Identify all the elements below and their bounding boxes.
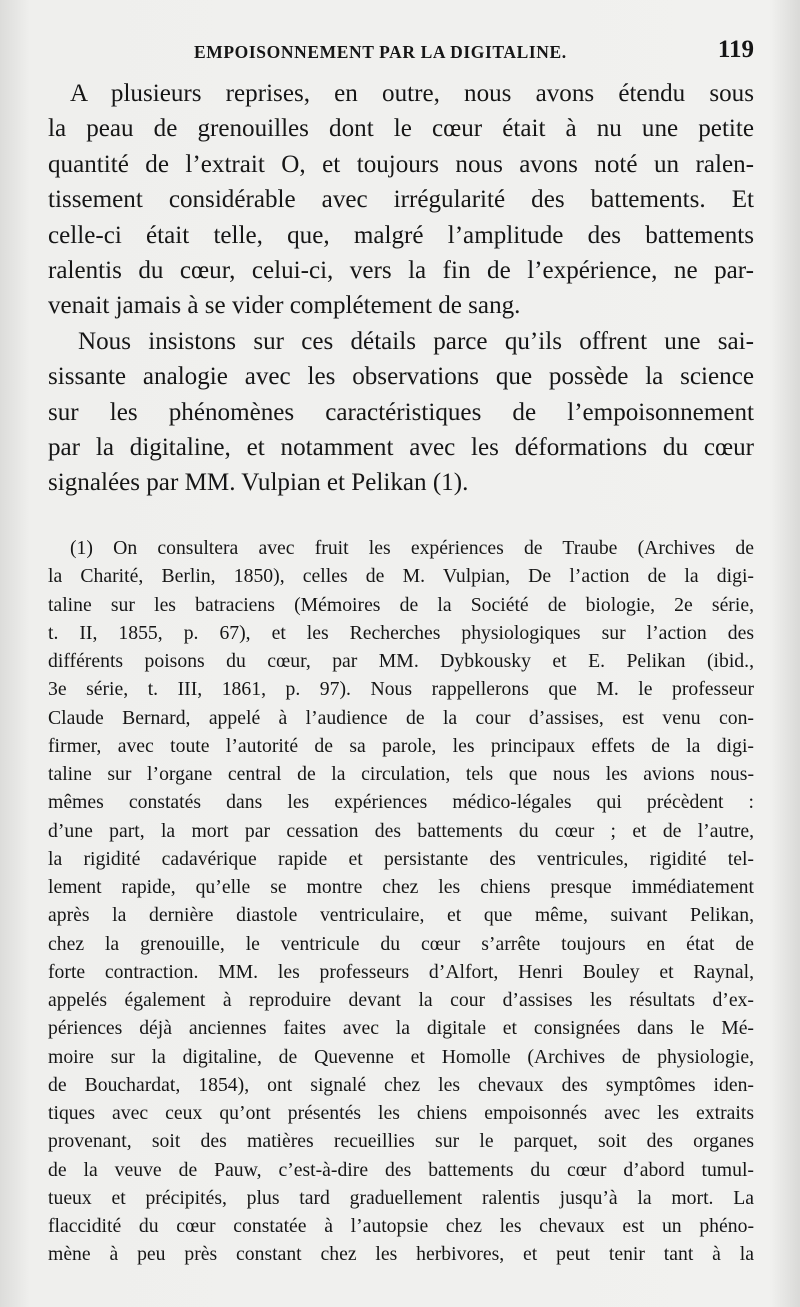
running-title: EMPOISONNEMENT PAR LA DIGITALINE. bbox=[194, 42, 567, 62]
text-line: venait jamais à se vider complétement de sang. bbox=[48, 292, 521, 320]
footnote-line: différents poisons du cœur, par MM. Dybkousky et E. Pelikan (ibid., bbox=[48, 650, 754, 672]
footnote-line: de Bouchardat, 1854), ont signalé chez les chevaux des symptômes iden- bbox=[48, 1073, 754, 1096]
footnote-line: chez la grenouille, le ventricule du cœur s’arrête toujours en état de bbox=[48, 932, 754, 955]
footnote-line: (1) On consultera avec fruit les expériences de Traube (Archives de bbox=[70, 537, 754, 559]
footnote-line: forte contraction. MM. les professeurs d’Alfort, Henri Bouley et Raynal, bbox=[48, 960, 754, 983]
text-line: Nous insistons sur ces détails parce qu’ils offrent une sai- bbox=[78, 327, 754, 355]
text-line: sissante analogie avec les observations que possède la science bbox=[48, 363, 754, 391]
body-text bbox=[48, 76, 754, 501]
footnote-line: mène à peu près constant chez les herbivores, et peut tenir tant à la bbox=[48, 1243, 754, 1266]
footnote-line: Claude Bernard, appelé à l’audience de la cour d’assises, est venu con- bbox=[48, 706, 754, 729]
footnote-line: tueux et précipités, plus tard graduellement ralentis jusqu’à la mort. La bbox=[48, 1186, 754, 1209]
footnote-line: après la dernière diastole ventriculaire, et que même, suivant Pelikan, bbox=[48, 904, 754, 927]
footnote-line: périences déjà anciennes faites avec la digitale et consignées dans le Mé- bbox=[48, 1017, 754, 1040]
footnote-line: provenant, soit des matières recueillies sur le parquet, soit des organes bbox=[48, 1130, 754, 1153]
footnote-line: 3e série, t. III, 1861, p. 97). Nous rappellerons que M. le professeur bbox=[48, 678, 754, 701]
page-number: 119 bbox=[717, 36, 754, 63]
text-line: celle-ci était telle, que, malgré l’amplitude des battements bbox=[48, 221, 754, 249]
text-line: ralentis du cœur, celui-ci, vers la fin de l’expérience, ne par- bbox=[48, 257, 754, 285]
footnote bbox=[48, 534, 754, 1269]
footnote-line: lement rapide, qu’elle se montre chez les chiens presque immédiatement bbox=[48, 876, 754, 898]
footnote-line: t. II, 1855, p. 67), et les Recherches physiologiques sur l’action des bbox=[48, 621, 754, 644]
footnote-line: taline sur l’organe central de la circulation, tels que nous les avions nous- bbox=[48, 763, 754, 785]
footnote-line: taline sur les batraciens (Mémoires de la Société de biologie, 2e série, bbox=[48, 593, 754, 616]
footnote-line: mêmes constatés dans les expériences médico-légales qui précèdent : bbox=[48, 791, 754, 814]
text-line: A plusieurs reprises, en outre, nous avons étendu sous bbox=[70, 80, 754, 107]
text-line: quantité de l’extrait O, et toujours nous avons noté un ralen- bbox=[48, 150, 754, 178]
footnote-line: flaccidité du cœur constatée à l’autopsie chez les chevaux est un phéno- bbox=[48, 1215, 754, 1237]
footnote-line: d’une part, la mort par cessation des battements du cœur ; et de l’autre, bbox=[48, 819, 754, 842]
text-line: signalées par MM. Vulpian et Pelikan (1). bbox=[48, 469, 469, 497]
text-line: tissement considérable avec irrégularité des battements. Et bbox=[48, 186, 754, 214]
footnote-line: moire sur la digitaline, de Quevenne et Homolle (Archives de physiologie, bbox=[48, 1045, 754, 1068]
text-line: la peau de grenouilles dont le cœur était à nu une petite bbox=[48, 115, 754, 143]
page-header bbox=[48, 38, 754, 72]
text-line: sur les phénomènes caractéristiques de l’empoisonnement bbox=[48, 398, 754, 426]
footnote-line: firmer, avec toute l’autorité de sa parole, les principaux effets de la digi- bbox=[48, 734, 754, 757]
footnote-line: tiques avec ceux qu’ont présentés les chiens empoisonnés avec les extraits bbox=[48, 1102, 754, 1124]
footnote-line: la rigidité cadavérique rapide et persistante des ventricules, rigidité tel- bbox=[48, 847, 754, 870]
text-line: par la digitaline, et notamment avec les déformations du cœur bbox=[48, 434, 754, 462]
footnote-line: appelés également à reproduire devant la cour d’assises les résultats d’ex- bbox=[48, 989, 754, 1011]
footnote-line: la Charité, Berlin, 1850), celles de M. Vulpian, De l’action de la digi- bbox=[48, 565, 754, 588]
footnote-line: de la veuve de Pauw, c’est-à-dire des battements du cœur d’abord tumul- bbox=[48, 1158, 754, 1181]
